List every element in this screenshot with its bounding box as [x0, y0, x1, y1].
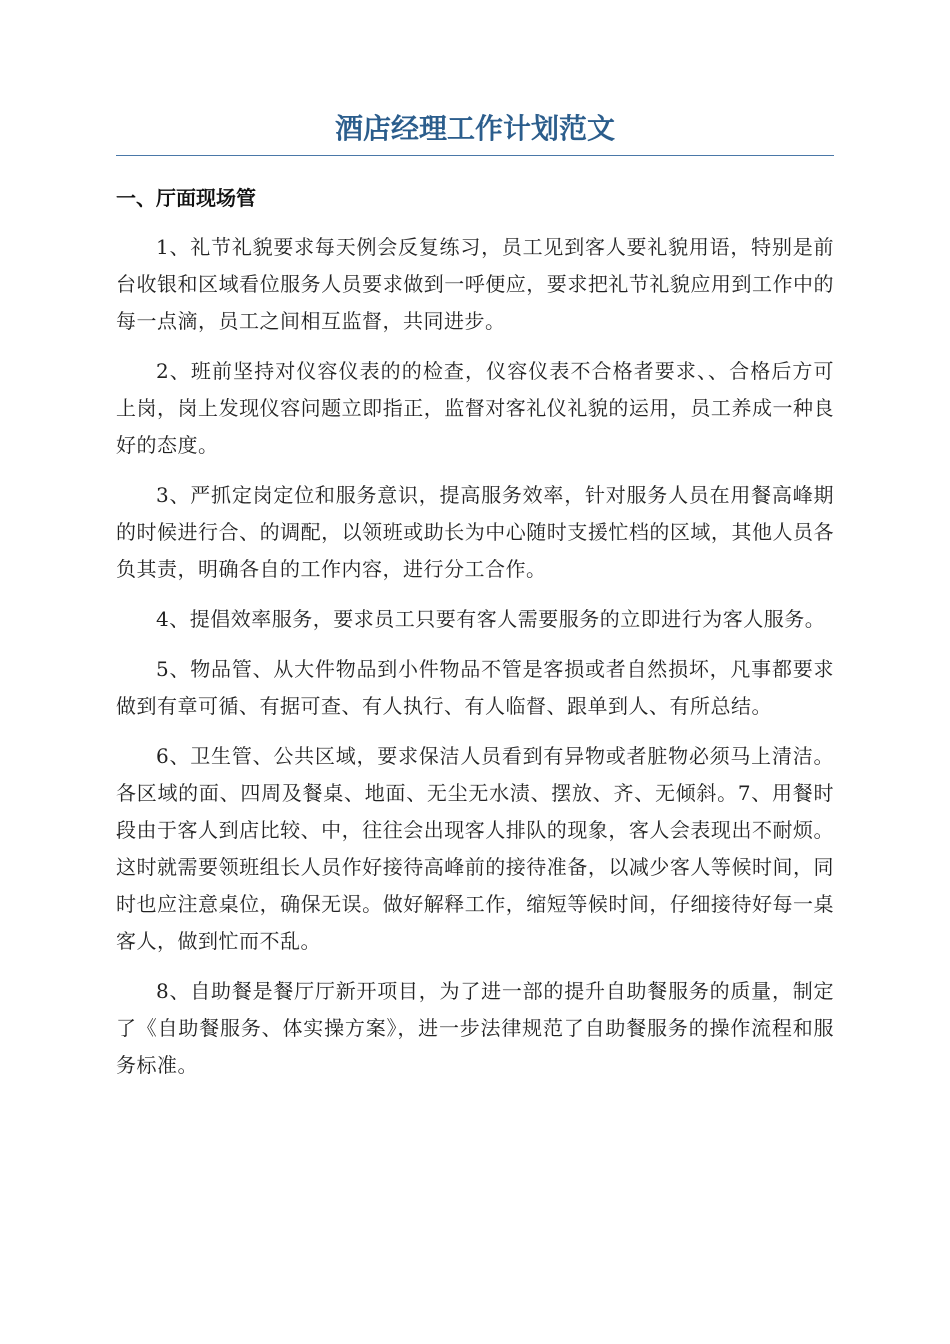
document-title: 酒店经理工作计划范文	[116, 106, 834, 156]
paragraph-4: 4、提倡效率服务，要求员工只要有客人需要服务的立即进行为客人服务。	[156, 607, 826, 631]
paragraph-5: 5、物品管、从大件物品到小件物品不管是客损或者自然损坏，凡事都要求做到有章可循、有据可查、有人执行、有人临督、跟单到人、有所总结。	[116, 657, 834, 718]
paragraph-3: 3、严抓定岗定位和服务意识，提高服务效率，针对服务人员在用餐高峰期的时候进行合、的调配，以领班或助长为中心随时支援忙档的区域，其他人员各负其责，明确各自的工作内容，进行分工合作。	[116, 483, 834, 581]
paragraph-2: 2、班前坚持对仪容仪表的的检查，仪容仪表不合格者要求、、合格后方可上岗，岗上发现仪容问题立即指正，监督对客礼仪礼貌的运用，员工养成一种良好的态度。	[116, 359, 834, 457]
section-heading: 一、厅面现场管	[116, 186, 256, 210]
paragraph-7: 8、自助餐是餐厅厅新开项目，为了进一部的提升自助餐服务的质量，制定了《自助餐服务、体实操方案》，进一步法律规范了自助餐服务的操作流程和服务标准。	[116, 979, 834, 1077]
paragraph-6: 6、卫生管、公共区域，要求保洁人员看到有异物或者脏物必须马上清洁。各区域的面、四周及餐桌、地面、无尘无水渍、摆放、齐、无倾斜。7、用餐时段由于客人到店比较、中，往往会出现客人排队的现象，客人会表现出不耐烦。这时就需要领班组长人员作好接待高峰前的接待准备，以减少客人等候时间，同时也应注意桌位，确保无误。做好解释工作，缩短等候时间，仔细接待好每一桌客人，做到忙而不乱。	[116, 744, 834, 953]
document-page	[116, 106, 834, 1097]
paragraph-1: 1、礼节礼貌要求每天例会反复练习，员工见到客人要礼貌用语，特别是前台收银和区域看位服务人员要求做到一呼便应，要求把礼节礼貌应用到工作中的每一点滴，员工之间相互监督，共同进步。	[116, 235, 834, 333]
